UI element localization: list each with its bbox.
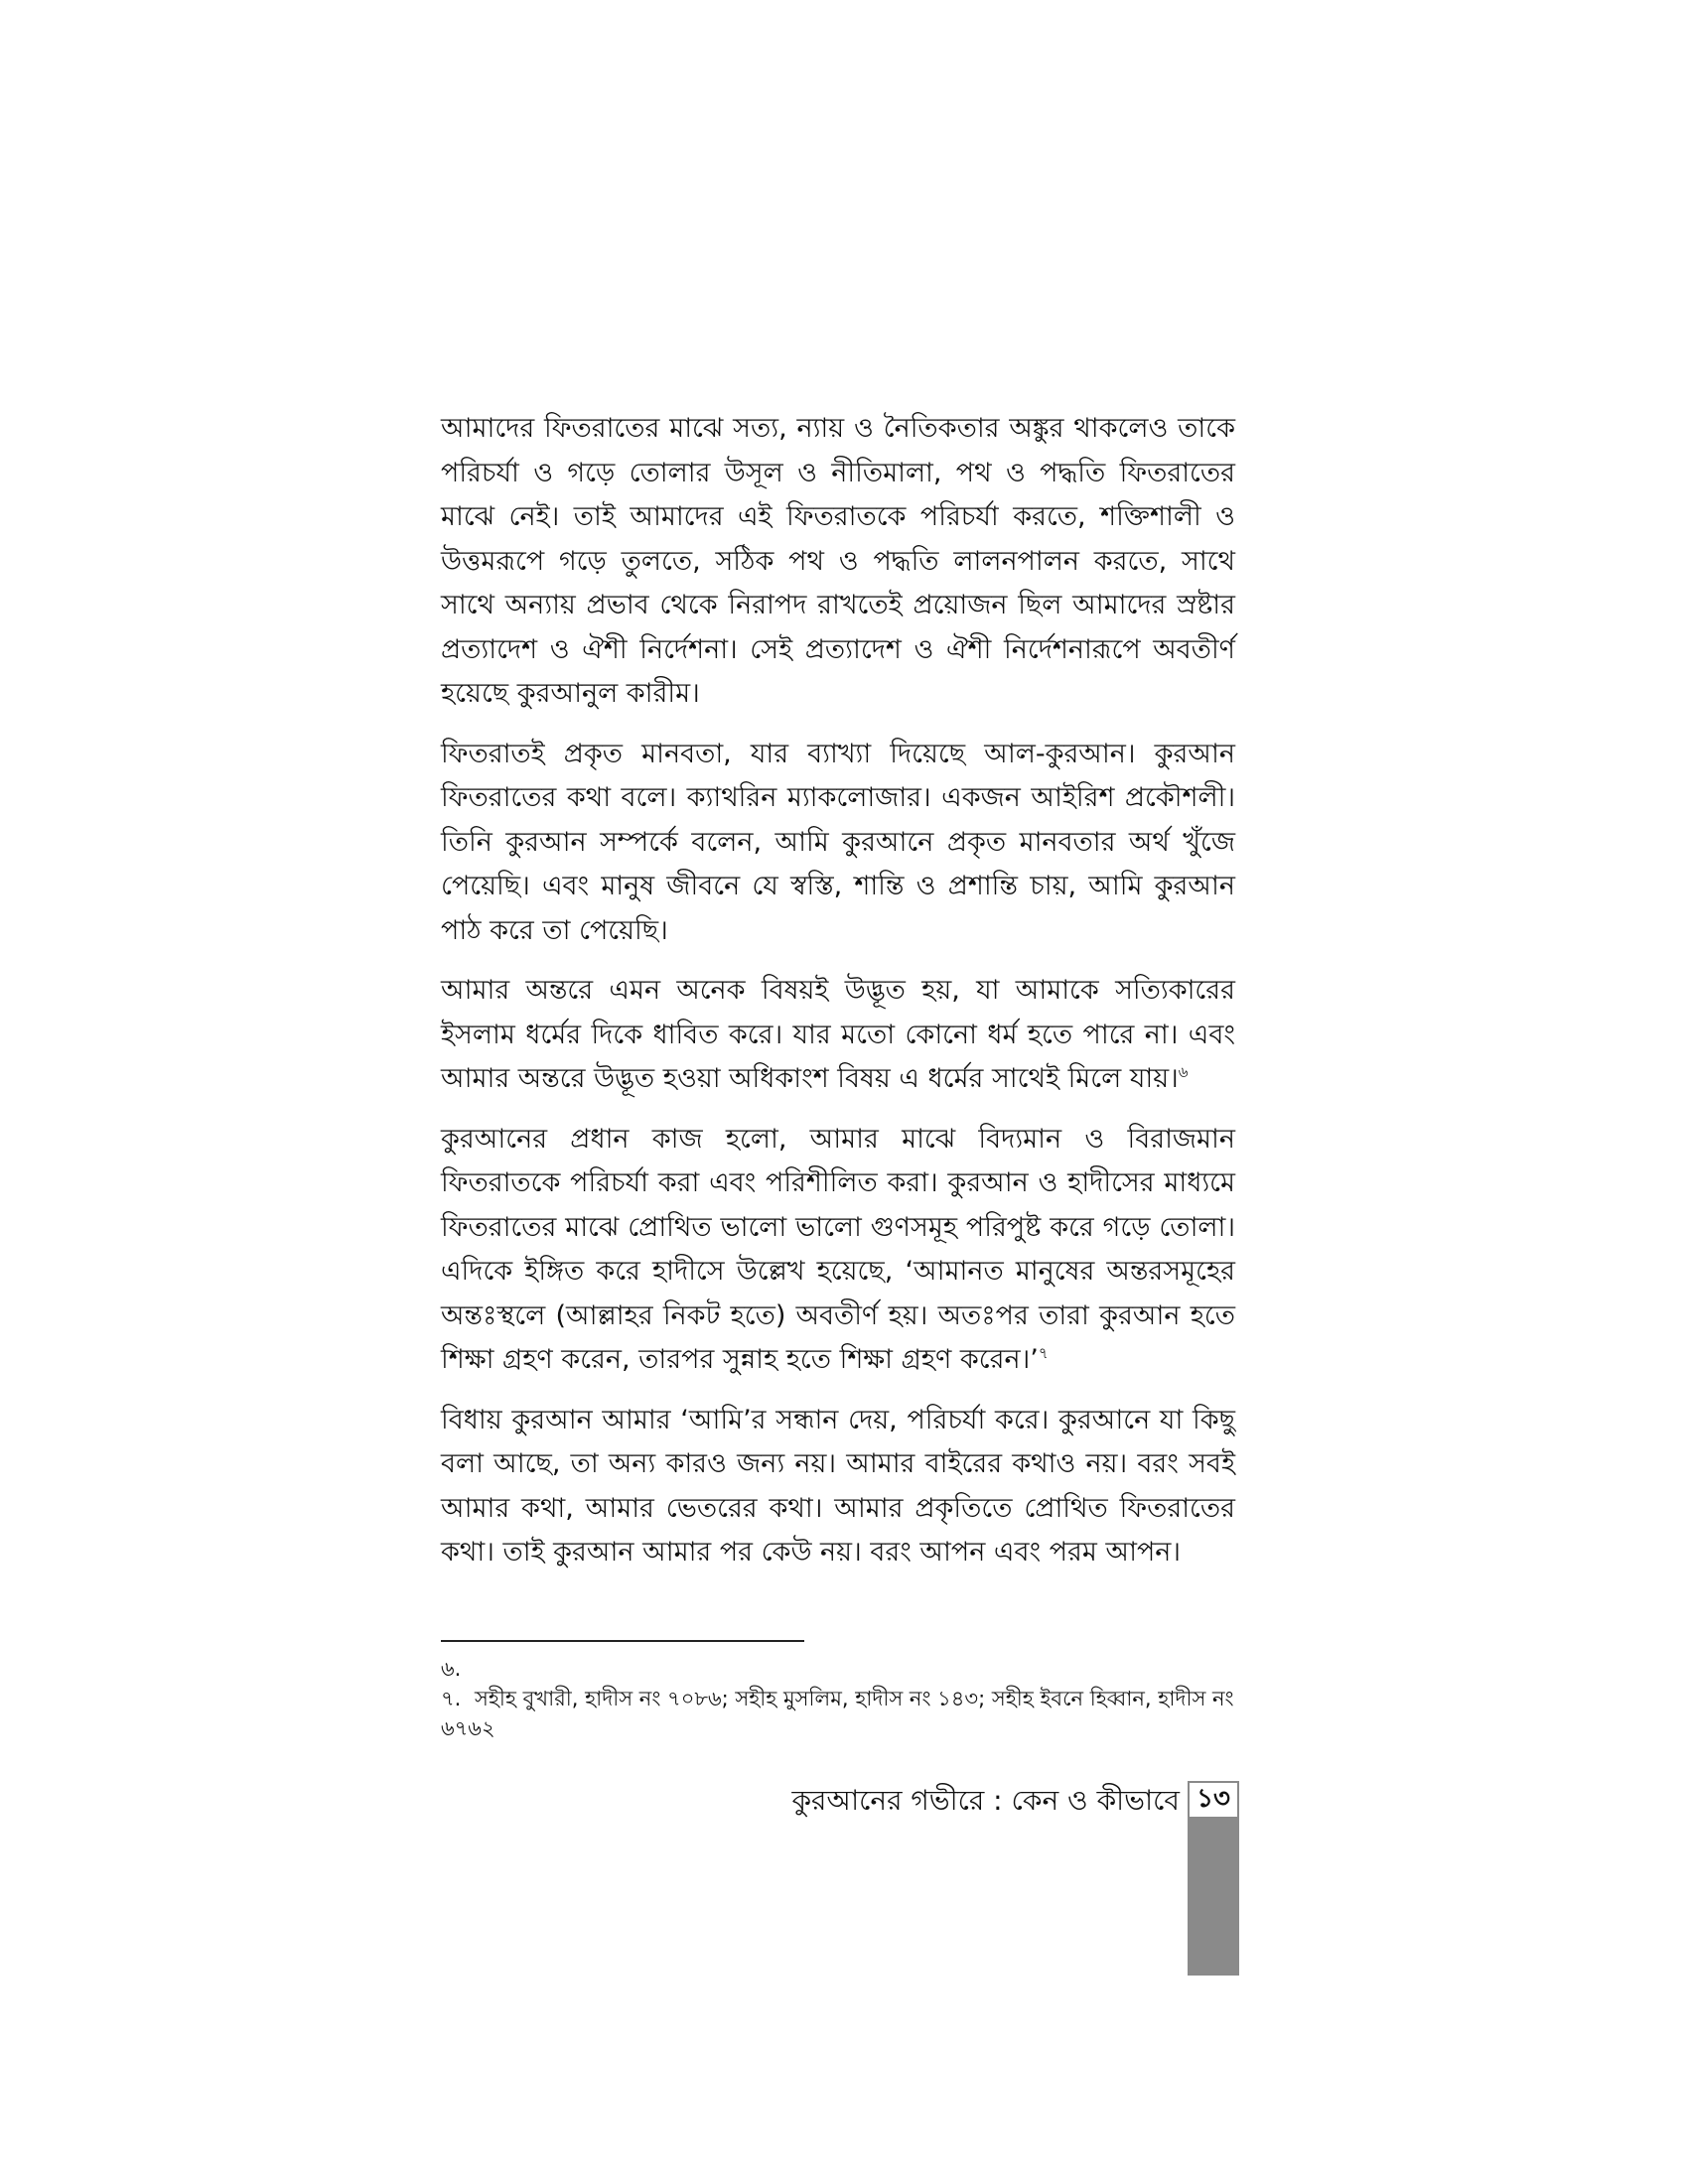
paragraph-text: কুরআনের প্রধান কাজ হলো, আমার মাঝে বিদ্যমান ও বিরাজমান ফিতরাতকে পরিচর্যা করা এবং পরিশীলিত করা। কুরআন ও হাদীসের মাধ্যমে ফিতরাতের মাঝে প্রোথিত ভালো ভালো গুণসমূহ পরিপুষ্ট করে গড়ে তোলা। এদিকে ইঙ্গিত করে হাদীসে উল্লেখ হয়েছে, ‘আমানত মানুষের অন্তরসমূহের অন্তঃস্থলে (আল্লাহর নিকট হতে) অবতীর্ণ হয়। অতঃপর তারা কুরআন হতে শিক্ষা গ্রহণ করেন, তারপর সুন্নাহ হতে শিক্ষা গ্রহণ করেন।’ <box>441 1123 1235 1375</box>
footnote-marker: ৬ <box>1178 1063 1189 1081</box>
paragraph-text: বিধায় কুরআন আমার ‘আমি’র সন্ধান দেয়, পরিচর্যা করে। কুরআনে যা কিছু বলা আছে, তা অন্য কারও জন্য নয়। আমার বাইরের কথাও নয়। বরং সবই আমার কথা, আমার ভেতরের কথা। আমার প্রকৃতিতে প্রোথিত ফিতরাতের কথা। তাই কুরআন আমার পর কেউ নয়। বরং আপন এবং পরম আপন। <box>441 1404 1235 1568</box>
footnotes <box>441 1654 1235 1743</box>
paragraph-text: ফিতরাতই প্রকৃত মানবতা, যার ব্যাখ্যা দিয়েছে আল-কুরআন। কুরআন ফিতরাতের কথা বলে। ক্যাথরিন ম্যাকলোজার। একজন আইরিশ প্রকৌশলী। তিনি কুরআন সম্পর্কে বলেন, আমি কুরআনে প্রকৃত মানবতার অর্থ খুঁজে পেয়েছি। এবং মানুষ জীবনে যে স্বস্তি, শান্তি ও প্রশান্তি চায়, আমি কুরআন পাঠ করে তা পেয়েছি। <box>441 738 1235 946</box>
page-number: ১৩ <box>1196 1784 1230 1814</box>
footnote-number: ৬. <box>441 1657 462 1681</box>
paragraph <box>441 1118 1235 1383</box>
footnote-text: সহীহ বুখারী, হাদীস নং ৭০৮৬; সহীহ মুসলিম, হাদীস নং ১৪৩; সহীহ ইবনে হিব্বান, হাদীস নং ৬৭৬২ <box>441 1687 1234 1740</box>
footnote <box>441 1684 1235 1743</box>
body-text <box>441 407 1235 1591</box>
page-tab-bar <box>1188 1817 1239 1976</box>
page-number-tab <box>1188 1781 1239 1976</box>
paragraph <box>441 407 1235 717</box>
footnote-number: ৭. <box>441 1687 462 1710</box>
paragraph-text: আমার অন্তরে এমন অনেক বিষয়ই উদ্ভূত হয়, যা আমাকে সত্যিকারের ইসলাম ধর্মের দিকে ধাবিত করে। যার মতো কোনো ধর্ম হতে পারে না। এবং আমার অন্তরে উদ্ভূত হওয়া অধিকাংশ বিষয় এ ধর্মের সাথেই মিলে যায়। <box>441 975 1235 1094</box>
paragraph <box>441 733 1235 954</box>
running-footer-title: কুরআনের গভীরে : কেন ও কীভাবে <box>791 1784 1180 1817</box>
paragraph <box>441 969 1235 1102</box>
footnote-divider <box>441 1640 804 1642</box>
paragraph-text: আমাদের ফিতরাতের মাঝে সত্য, ন্যায় ও নৈতিকতার অঙ্কুর থাকলেও তাকে পরিচর্যা ও গড়ে তোলার উসূল ও নীতিমালা, পথ ও পদ্ধতি ফিতরাতের মাঝে নেই। তাই আমাদের এই ফিতরাতকে পরিচর্যা করতে, শক্তিশালী ও উত্তমরূপে গড়ে তুলতে, সঠিক পথ ও পদ্ধতি লালনপালন করতে, সাথে সাথে অন্যায় প্রভাব থেকে নিরাপদ রাখতেই প্রয়োজন ছিল আমাদের স্রষ্টার প্রত্যাদেশ ও ঐশী নির্দেশনা। সেই প্রত্যাদেশ ও ঐশী নির্দেশনারূপে অবতীর্ণ হয়েছে কুরআনুল কারীম। <box>441 413 1235 709</box>
footnote <box>441 1654 1235 1684</box>
paragraph <box>441 1399 1235 1575</box>
footnote-marker: ৭ <box>1038 1344 1049 1362</box>
